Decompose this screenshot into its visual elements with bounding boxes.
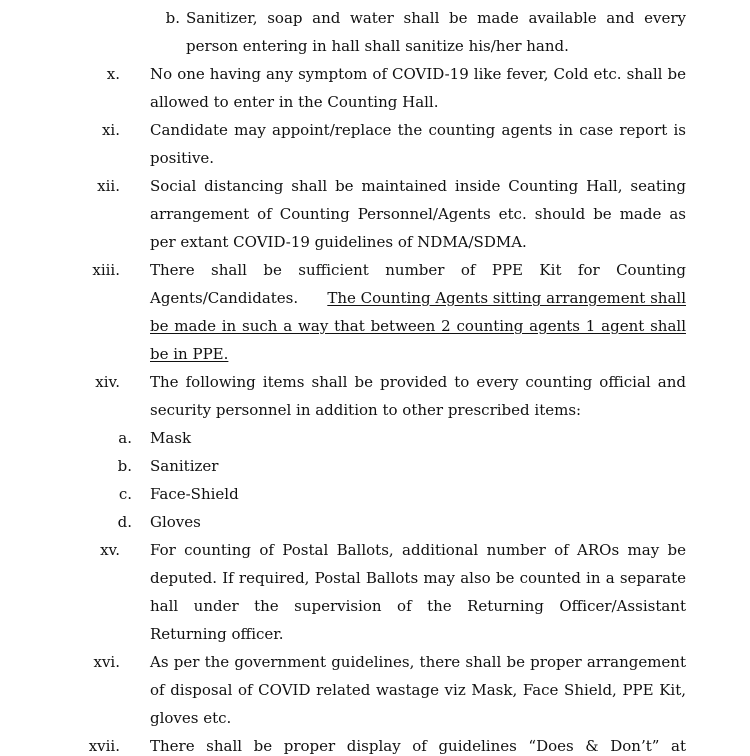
item-text-line: allowed to enter in the Counting Hall. bbox=[150, 93, 439, 111]
subitem-text-line: Sanitizer, soap and water shall be made available and every bbox=[186, 9, 686, 27]
item-text-line: deputed. If required, Postal Ballots may also be counted in a separate bbox=[150, 569, 686, 587]
item-text-line: The following items shall be provided to every counting official and bbox=[150, 373, 686, 391]
plain-text: Agents/Candidates. bbox=[150, 289, 299, 307]
item-text-line: There shall be sufficient number of PPE Kit for Counting bbox=[150, 261, 686, 279]
subitem-text-line: person entering in hall shall sanitize his/her hand. bbox=[186, 37, 569, 55]
subitem-text: Sanitizer bbox=[150, 457, 219, 475]
underlined-text: The Counting Agents sitting arrangement shall bbox=[327, 289, 686, 307]
clipped-top-line bbox=[186, 0, 686, 2]
subitem-letter: d. bbox=[117, 513, 132, 531]
subitem-letter: b. bbox=[165, 9, 180, 27]
item-text-line: of disposal of COVID related wastage viz Mask, Face Shield, PPE Kit, bbox=[150, 681, 686, 699]
item-text-line bbox=[150, 288, 686, 308]
item-number: xiv. bbox=[95, 373, 120, 391]
subitem-text: Mask bbox=[150, 429, 192, 447]
subitem-text: Gloves bbox=[150, 513, 201, 531]
item-number: xii. bbox=[97, 177, 120, 195]
item-text-line: For counting of Postal Ballots, additional number of AROs may be bbox=[150, 541, 686, 559]
item-number: xi. bbox=[101, 121, 120, 139]
item-text-line: Social distancing shall be maintained inside Counting Hall, seating bbox=[150, 177, 686, 195]
subitem-letter: c. bbox=[118, 485, 132, 503]
subitem-text: Face-Shield bbox=[150, 485, 239, 503]
item-number: xvii. bbox=[88, 737, 120, 755]
item-text-line: arrangement of Counting Personnel/Agents etc. should be made as bbox=[150, 205, 686, 223]
item-text-line: As per the government guidelines, there shall be proper arrangement bbox=[150, 653, 686, 671]
item-text-line: Candidate may appoint/replace the counting agents in case report is bbox=[150, 121, 686, 139]
item-number: xiii. bbox=[92, 261, 120, 279]
underlined-text: be in PPE. bbox=[150, 345, 229, 363]
item-text-line: gloves etc. bbox=[150, 709, 232, 727]
item-number: x. bbox=[106, 65, 120, 83]
item-text-line: There shall be proper display of guidelines “Does & Don’t” at bbox=[150, 737, 686, 755]
item-number: xvi. bbox=[93, 653, 120, 671]
item-text-line: No one having any symptom of COVID-19 like fever, Cold etc. shall be bbox=[150, 65, 686, 83]
item-text-line: positive. bbox=[150, 149, 215, 167]
item-text-line: hall under the supervision of the Returning Officer/Assistant bbox=[150, 597, 686, 615]
item-number: xv. bbox=[100, 541, 120, 559]
item-text-line: per extant COVID-19 guidelines of NDMA/SDMA. bbox=[150, 233, 527, 251]
item-text-line: security personnel in addition to other prescribed items: bbox=[150, 401, 582, 419]
underlined-text-line: be made in such a way that between 2 counting agents 1 agent shall bbox=[150, 317, 686, 335]
item-text-line: Returning officer. bbox=[150, 625, 284, 643]
underlined-text-line bbox=[150, 344, 686, 364]
subitem-letter: a. bbox=[118, 429, 132, 447]
subitem-letter: b. bbox=[117, 457, 132, 475]
